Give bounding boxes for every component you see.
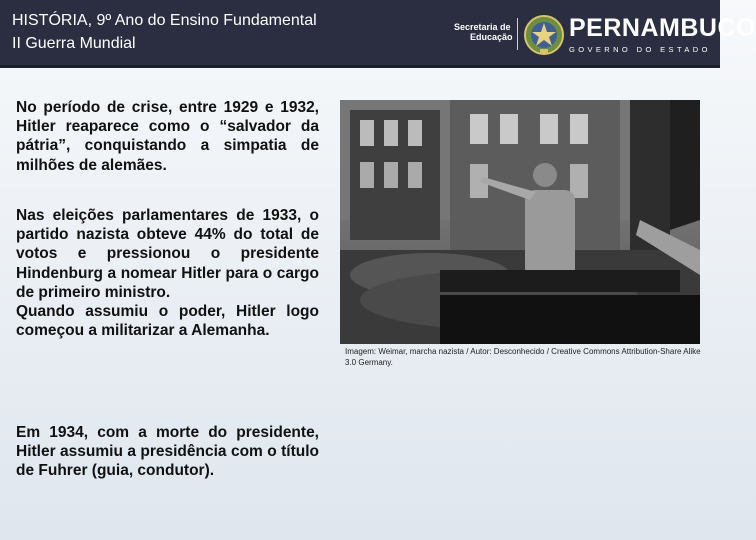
paragraph-elections-text: Nas eleições parlamentares de 1933, o partido nazista obteve 44% do total de votos e pressionou o presidente Hindenburg a nomear Hitler para o cargo de primeiro ministro. xyxy=(16,207,319,301)
coat-of-arms-icon xyxy=(523,14,565,56)
paragraph-power-text: Quando assumiu o poder, Hitler logo começou a militarizar a Alemanha. xyxy=(16,303,319,340)
secretaria-label xyxy=(454,22,513,42)
state-subtitle: GOVERNO DO ESTADO xyxy=(569,45,711,54)
header-bottom-rule xyxy=(0,65,720,68)
logo-divider xyxy=(517,18,518,50)
historical-photo xyxy=(340,100,700,344)
slide-title-line2: II Guerra Mundial xyxy=(12,35,136,52)
paragraph-crisis: No período de crise, entre 1929 e 1932, Hitler reaparece como o “salvador da pátria”, conquistando a simpatia de milhões de alemães. xyxy=(16,99,319,174)
paragraph-presidency: Em 1934, com a morte do presidente, Hitler assumiu a presidência com o título de Fuhrer (guia, condutor). xyxy=(16,424,319,480)
slide-header xyxy=(0,0,756,68)
secretaria-line2: Educação xyxy=(470,32,513,42)
image-caption: Imagem: Weimar, marcha nazista / Autor: Desconhecido / Creative Commons Attribution-Share Alike 3.0 Germany. xyxy=(345,347,701,367)
secretaria-line1: Secretaria de xyxy=(454,22,511,32)
state-name: PERNAMBUCO xyxy=(569,14,756,42)
paragraph-elections xyxy=(16,206,319,340)
slide-title-line1: HISTÓRIA, 9º Ano do Ensino Fundamental xyxy=(12,12,317,29)
